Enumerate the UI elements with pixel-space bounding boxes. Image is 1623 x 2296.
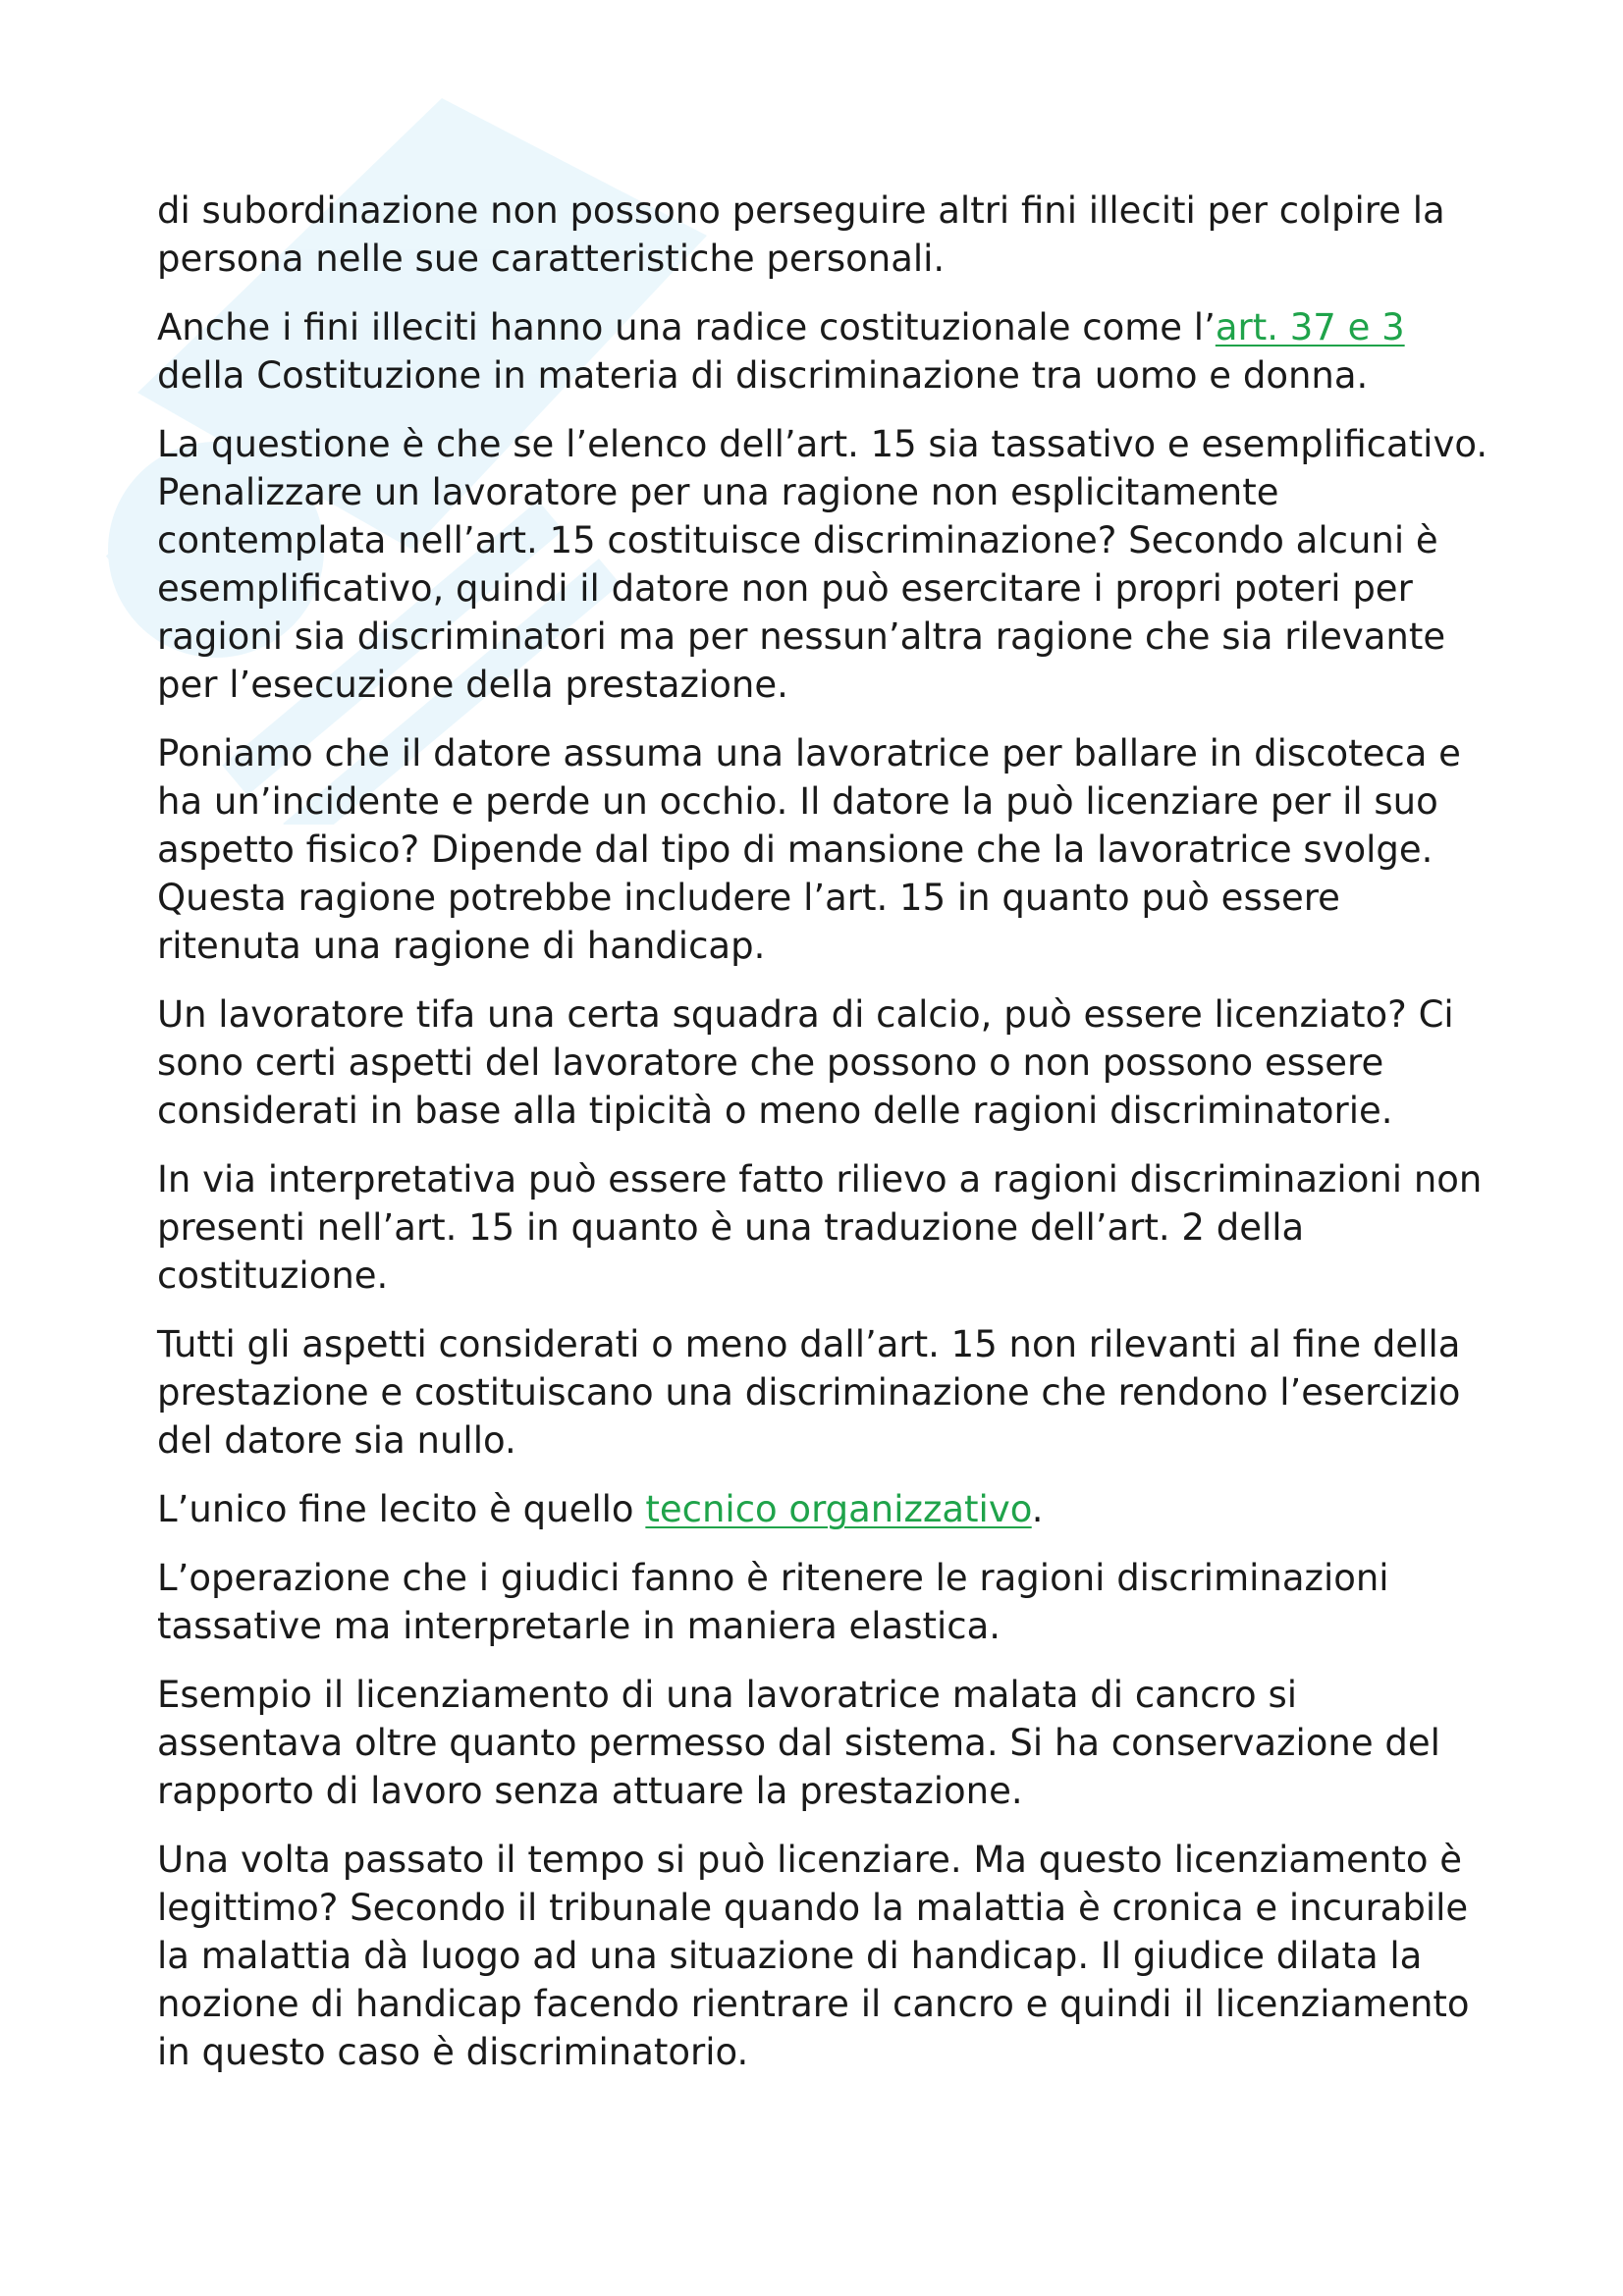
paragraph-6: In via interpretativa può essere fatto rilievo a ragioni discriminazioni non presenti nell’art. 15 in quanto è una traduzione dell’art. 2 della costituzione. (157, 1158, 1483, 1297)
paragraph-1: di subordinazione non possono perseguire altri fini illeciti per colpire la persona nelle sue caratteristiche personali. (157, 189, 1445, 280)
paragraph-11: Una volta passato il tempo si può licenziare. Ma questo licenziamento è legittimo? Secondo il tribunale quando la malattia è cronica e incurabile la malattia dà luogo ad una situazione di handicap. Il giudice dilata la nozione di handicap facendo rientrare il cancro e quindi il licenziamento in questo caso è discriminatorio. (157, 1839, 1470, 2073)
paragraph-10: Esempio il licenziamento di una lavoratrice malata di cancro si assentava oltre quanto permesso dal sistema. Si ha conservazione del rapporto di lavoro senza attuare la prestazione. (157, 1674, 1440, 1812)
paragraph-7: Tutti gli aspetti considerati o meno dall’art. 15 non rilevanti al fine della prestazione e costituiscano una discriminazione che rendono l’esercizio del datore sia nullo. (157, 1323, 1461, 1462)
tecnico-organizzativo-link[interactable]: tecnico organizzativo (645, 1488, 1032, 1530)
paragraph-5: Un lavoratore tifa una certa squadra di calcio, può essere licenziato? Ci sono certi aspetti del lavoratore che possono o non possono essere considerati in base alla tipicità o meno delle ragioni discriminatorie. (157, 993, 1454, 1132)
paragraph-2: Anche i fini illeciti hanno una radice costituzionale come l’art. 37 e 3 della Costituzione in materia di discriminazione tra uomo e donna. (157, 306, 1405, 397)
paragraph-8: L’unico fine lecito è quello tecnico organizzativo. (157, 1488, 1044, 1530)
paragraph-9: L’operazione che i giudici fanno è ritenere le ragioni discriminazioni tassative ma interpretarle in maniera elastica. (157, 1557, 1389, 1647)
article-37-3-link[interactable]: art. 37 e 3 (1215, 306, 1405, 348)
paragraph-3: La questione è che se l’elenco dell’art. 15 sia tassativo e esemplificativo. Penalizzare un lavoratore per una ragione non esplicitamente contemplata nell’art. 15 costituisce discriminazione? Secondo alcuni è esemplificativo, quindi il datore non può esercitare i propri poteri per ragioni sia discriminatori ma per nessun’altra ragione che sia rilevante per l’esecuzione della prestazione. (157, 423, 1488, 706)
paragraph-4: Poniamo che il datore assuma una lavoratrice per ballare in discoteca e ha un’incidente e perde un occhio. Il datore la può licenziare per il suo aspetto fisico? Dipende dal tipo di mansione che la lavoratrice svolge. Questa ragione potrebbe includere l’art. 15 in quanto può essere ritenuta una ragione di handicap. (157, 732, 1461, 967)
document-body (157, 187, 1492, 2097)
